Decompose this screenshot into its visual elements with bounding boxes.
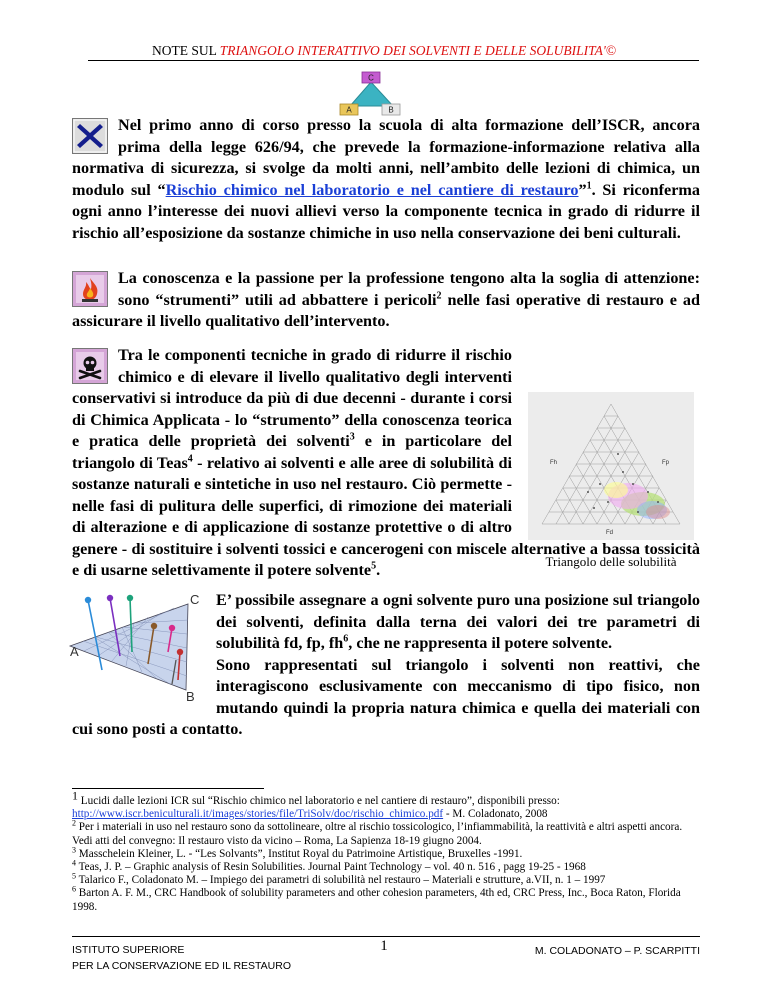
para2-text-a: La conoscenza e la passione per la professione tengono alta la soglia di attenzione: sono “strumenti” utili ad abbattere i pericoli bbox=[118, 269, 700, 309]
footnote-ref-4: 4 bbox=[187, 453, 193, 465]
footer-authors: M. COLADONATO – P. SCARPITTI bbox=[534, 945, 700, 957]
para4-text-a: E’ possibile assegnare a ogni solvente puro una posizione sul triangolo dei solventi, definita dalla terna dei valori dei tre parametri di solubilità fd, fp, fh bbox=[216, 591, 700, 652]
footnote-num: 2 bbox=[72, 818, 76, 828]
footnote-num: 3 bbox=[72, 845, 76, 855]
triangle-3d-figure bbox=[68, 590, 208, 702]
footnote-ref-6: 6 bbox=[343, 633, 349, 645]
triangle-label-fd: Fd bbox=[606, 530, 614, 536]
figure-caption: Triangolo delle solubilità bbox=[545, 554, 677, 569]
paragraph-posizione-solvente bbox=[72, 590, 700, 741]
header-rule bbox=[88, 60, 699, 61]
triangle-logo bbox=[338, 70, 404, 116]
para1-text-b: ” bbox=[578, 180, 587, 199]
para3-text-b: e in particolare del triangolo di Teas bbox=[72, 432, 512, 472]
footnote-ref-1: 1 bbox=[586, 180, 592, 192]
footnote-ref-3: 3 bbox=[349, 431, 355, 443]
footnote-ref-2: 2 bbox=[436, 290, 442, 302]
para4-text-b: , che ne rappresenta il potere solvente. bbox=[348, 634, 613, 652]
footnote-text: Talarico F., Coladonato M. – Impiego dei parametri di solubilità nel restauro – Materiali e strutture, a.VII, n. 1 – 1997 bbox=[78, 874, 606, 887]
figure3d-label-a: A bbox=[70, 644, 79, 659]
footnote-text: Barton A. F. M., CRC Handbook of solubility parameters and other cohesion parameters, 4th ed, CRC Press, Inc., Boca Raton, Florida 1998. bbox=[72, 887, 681, 913]
footnote-text: Masschelein Kleiner, L. - “Les Solvants”, Institut Royal du Patrimoine Artistique, Bruxelles -1991. bbox=[78, 847, 523, 860]
logo-label-c: C bbox=[368, 73, 374, 83]
triangle-label-fh: Fh bbox=[550, 460, 558, 466]
footnote-1 bbox=[72, 788, 700, 821]
footnote-3 bbox=[72, 845, 700, 861]
toxic-skull-icon bbox=[72, 348, 108, 384]
para2-text-b: nelle fasi operative di restauro e ad assicurare il livello qualitativo dell’intervento. bbox=[72, 290, 700, 330]
footnote-separator bbox=[72, 788, 264, 789]
footnote-num: 6 bbox=[72, 884, 76, 894]
footnote-text: Per i materiali in uso nel restauro sono da sottolineare, oltre al rischio tossicologico, l’infiammabilità, la reattività e altri aspetti ancora. Vedi atti del convegno: Il restauro visto da vicino – Roma, La Sapienza 18-19 giugno 2004. bbox=[72, 821, 683, 847]
running-header bbox=[60, 43, 708, 59]
close-x-icon bbox=[72, 118, 108, 154]
header-prefix: NOTE SUL bbox=[151, 43, 220, 58]
footnote-ref-5: 5 bbox=[371, 560, 377, 572]
footer-rule bbox=[72, 936, 700, 937]
rischio-chimico-link[interactable]: Rischio chimico nel laboratorio e nel cantiere di restauro bbox=[165, 180, 579, 199]
logo-label-a: A bbox=[346, 105, 352, 115]
footer-line-2: PER LA CONSERVAZIONE ED IL RESTAURO bbox=[72, 960, 291, 972]
para1-text-a: Nel primo anno di corso presso la scuola di alta formazione dell’ISCR, ancora prima della legge 626/94, che prevede la formazione-informazione relativa alla normativa di sicurezza, si svolge da molti anni, nell’ambito delle lezioni di chimica, un modulo sul “ bbox=[72, 116, 700, 199]
para3-text-c: - relativo ai solventi e alle aree di solubilità di sostanze naturali e sintetiche in uso nel restauro. Ciò permette - nelle fasi di pulitura delle superfici, di rimozione dei materiali di alterazione e di applicazione di sostanze protettive o di altro genere - di sostituire i solventi tossici e cancerogeni con miscele alternative a bassa tossicità e di usarne selettivamente il potere solvente bbox=[72, 453, 700, 579]
paragraph-iscr-course bbox=[72, 115, 700, 244]
footnote-num: 4 bbox=[72, 858, 76, 868]
paragraph-conoscenza bbox=[72, 268, 700, 333]
footnote-text: Teas, J. P. – Graphic analysis of Resin Solubilities. Journal Paint Technology – vol. 40 n. 516 , pagg 19-25 - 1968 bbox=[78, 861, 586, 874]
para3-text-d: . bbox=[376, 561, 381, 579]
triangle-label-fp: Fp bbox=[662, 460, 670, 466]
solubility-triangle-figure bbox=[528, 392, 694, 540]
footnote-text: Lucidi dalle lezioni ICR sul “Rischio chimico nel laboratorio e nel cantiere di restauro”, disponibili presso: bbox=[80, 795, 560, 807]
footer-institute bbox=[72, 942, 291, 974]
footnote-num: 1 bbox=[72, 788, 78, 803]
footnote-num: 5 bbox=[72, 871, 76, 881]
page-number: 1 bbox=[380, 938, 388, 954]
footer-line-1: ISTITUTO SUPERIORE bbox=[72, 944, 185, 956]
flammable-fire-icon bbox=[72, 271, 108, 307]
para1-text-c: . Si riconferma ogni anno l’interesse dei nuovi allievi verso la componente tecnica in grado di ridurre il rischio all’esposizione da sostanze chimiche in uso nella conservazione dei beni culturali. bbox=[72, 180, 700, 242]
para3-text-a: Tra le componenti tecniche in grado di ridurre il rischio chimico e di elevare il livello qualitativo degli interventi conservativi si introduce da più di due decenni - durante i corsi di Chimica Applicata - lo “strumento” della conoscenza teorica e pratica delle proprietà dei solventi bbox=[72, 346, 512, 450]
footnote-1-link[interactable]: http://www.iscr.beniculturali.it/images/stories/file/TriSolv/doc/rischio_chimico.pdf bbox=[72, 808, 444, 821]
footnote-2 bbox=[72, 818, 700, 847]
figure3d-label-c: C bbox=[190, 592, 200, 607]
footnote-1-tail: - M. Coladonato, 2008 bbox=[443, 808, 548, 821]
footnote-6 bbox=[72, 884, 700, 913]
header-title-highlight: TRIANGOLO INTERATTIVO DEI SOLVENTI E DELLE SOLUBILITA'© bbox=[219, 43, 616, 58]
footnote-5 bbox=[72, 871, 700, 887]
footnote-4 bbox=[72, 858, 700, 874]
logo-label-b: B bbox=[388, 105, 394, 115]
footnotes bbox=[72, 788, 700, 914]
para4-text-c: Sono rappresentati sul triangolo i solventi non reattivi, che interagiscono esclusivamente con meccanismo di tipo fisico, non mutando quindi la propria natura chimica e quella dei materiali con cui sono posti a contatto. bbox=[72, 655, 700, 738]
figure3d-label-b: B bbox=[186, 689, 195, 702]
